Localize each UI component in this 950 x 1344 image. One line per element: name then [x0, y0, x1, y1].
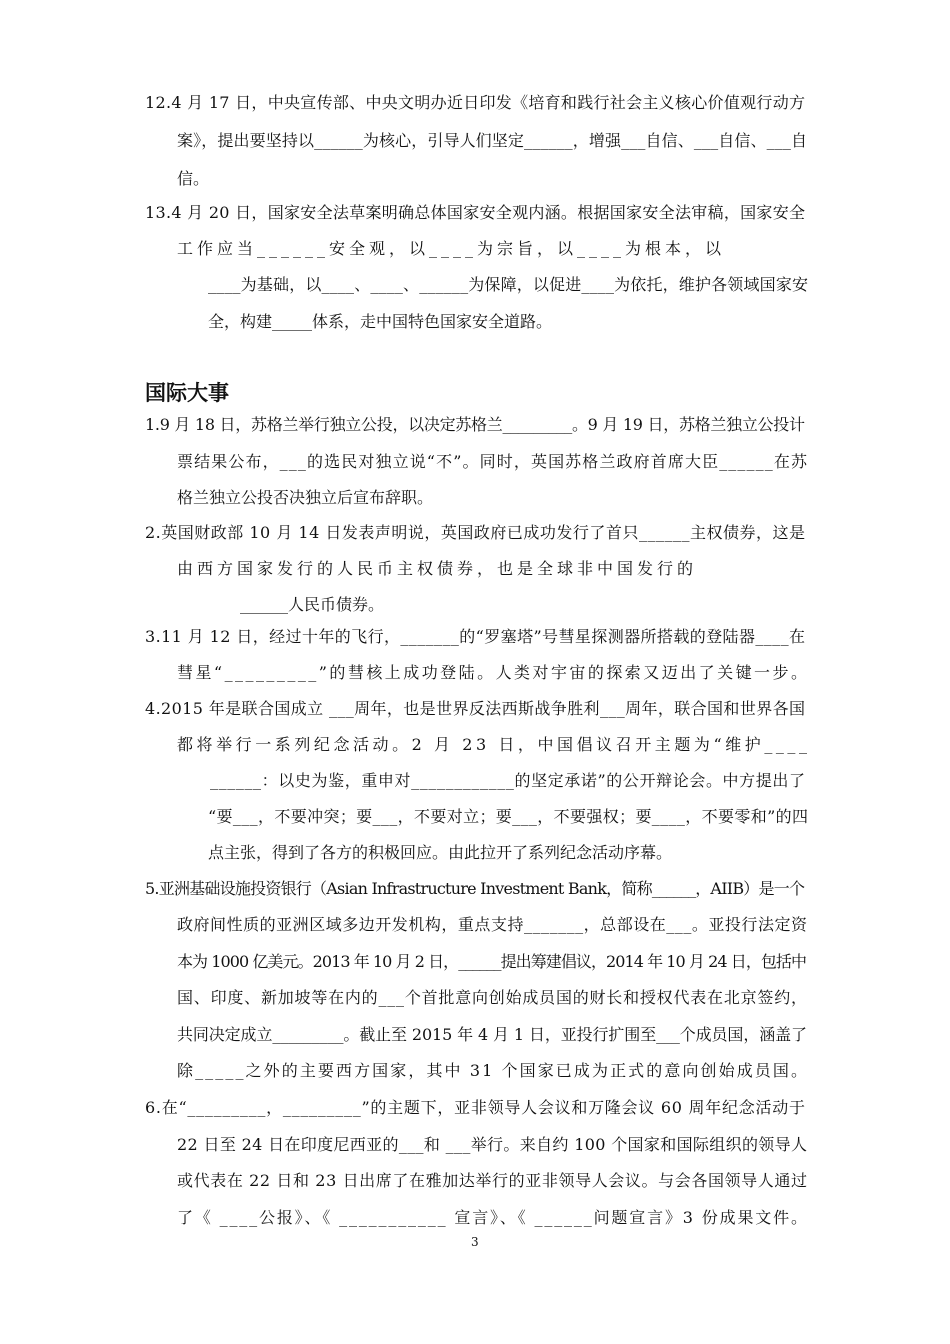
intl-item-6-line-3: 或代表在 22 日和 23 日出席了在雅加达举行的亚非领导人会议。与会各国领导人通过 [177, 1171, 808, 1190]
intl-item-1-line-3: 格兰独立公投否决独立后宣布辞职。 [177, 488, 434, 507]
intl-item-2-line-3: ______人民币债券。 [240, 595, 385, 614]
item-13-line-1: 13.4 月 20 日，国家安全法草案明确总体国家安全观内涵。根据国家安全法审稿，国家安全 [145, 203, 806, 222]
item-13-line-3: ____为基础，以____、____、______为保障，以促进____为依托，维护各领域国家安 [208, 275, 809, 294]
intl-item-6-line-2: 22 日至 24 日在印度尼西亚的___和 ___举行。来自约 100 个国家和国际组织的领导人 [177, 1135, 808, 1154]
item-12-line-3: 信。 [177, 169, 210, 188]
intl-item-3-line-1: 3.11 月 12 日，经过十年的飞行，_______的“罗塞塔”号彗星探测器所搭载的登陆器____在 [145, 627, 806, 646]
item-12-line-1: 12.4 月 17 日，中央宣传部、中央文明办近日印发《培育和践行社会主义核心价值观行动方 [145, 93, 806, 112]
intl-item-5-line-3: 本为 1000 亿美元。2013 年 10 月 2 日，______提出筹建倡议，2014 年 10 月 24 日，包括中 [177, 952, 807, 971]
page-number: 3 [471, 1235, 479, 1249]
intl-item-4-line-5: 点主张，得到了各方的积极回应。由此拉开了系列纪念活动序幕。 [208, 843, 673, 862]
intl-item-2-line-1: 2.英国财政部 10 月 14 日发表声明说，英国政府已成功发行了首只______主权债券，这是 [145, 523, 806, 542]
section-heading: 国际大事 [145, 381, 229, 405]
intl-item-6-line-1: 6.在“_________，_________”的主题下，亚非领导人会议和万隆会议 60 周年纪念活动于 [145, 1098, 806, 1117]
intl-item-6-line-4: 了《 ____公报》、《 ___________ 宣言》、《 ______问题宣言》3 份成果文件。 [177, 1208, 809, 1227]
intl-item-4-line-1: 4.2015 年是联合国成立 ___周年，也是世界反法西斯战争胜利___周年，联合国和世界各国 [145, 699, 806, 718]
intl-item-5-line-1: 5.亚洲基础设施投资银行（Asian Infrastructure Investment Bank，简称______，AIIB）是一个 [145, 879, 805, 898]
intl-item-4-line-4: “要___，不要冲突；要___，不要对立；要___，不要强权；要____，不要零和”的四 [208, 807, 809, 826]
intl-item-1-line-1: 1.9 月 18 日，苏格兰举行独立公投，以决定苏格兰_________。9 月 19 日，苏格兰独立公投计 [145, 415, 805, 434]
intl-item-4-line-3: ______：以史为鉴，重申对____________的坚定承诺”的公开辩论会。中方提出了 [210, 771, 806, 790]
intl-item-3-line-2: 彗星“_________”的彗核上成功登陆。人类对宇宙的探索又迈出了关键一步。 [177, 663, 810, 682]
intl-item-5-line-4: 国、印度、新加坡等在内的___个首批意向创始成员国的财长和授权代表在北京签约， [177, 988, 808, 1007]
intl-item-5-line-2: 政府间性质的亚洲区域多边开发机构，重点支持_______，总部设在___。亚投行法定资 [177, 915, 808, 934]
item-12-line-2: 案》，提出要坚持以______为核心，引导人们坚定______，增强___自信、___自信、___自 [177, 131, 808, 150]
intl-item-5-line-5: 共同决定成立_________。截止至 2015 年 4 月 1 日，亚投行扩围至___个成员国，涵盖了 [177, 1025, 807, 1044]
intl-item-4-line-2: 都将举行一系列纪念活动。2 月 23 日，中国倡议召开主题为“维护____ [177, 735, 811, 754]
intl-item-1-line-2: 票结果公布，___的选民对独立说“不”。同时，英国苏格兰政府首席大臣______在苏 [177, 452, 809, 471]
intl-item-2-line-2: 由西方国家发行的人民币主权债券，也是全球非中国发行的 [177, 559, 698, 578]
intl-item-5-line-6: 除_____之外的主要西方国家，其中 31 个国家已成为正式的意向创始成员国。 [177, 1061, 810, 1080]
item-13-line-2: 工作应当______安全观，以____为宗旨，以____为根本，以 [177, 239, 726, 258]
item-13-line-4: 全，构建_____体系，走中国特色国家安全道路。 [208, 312, 553, 331]
